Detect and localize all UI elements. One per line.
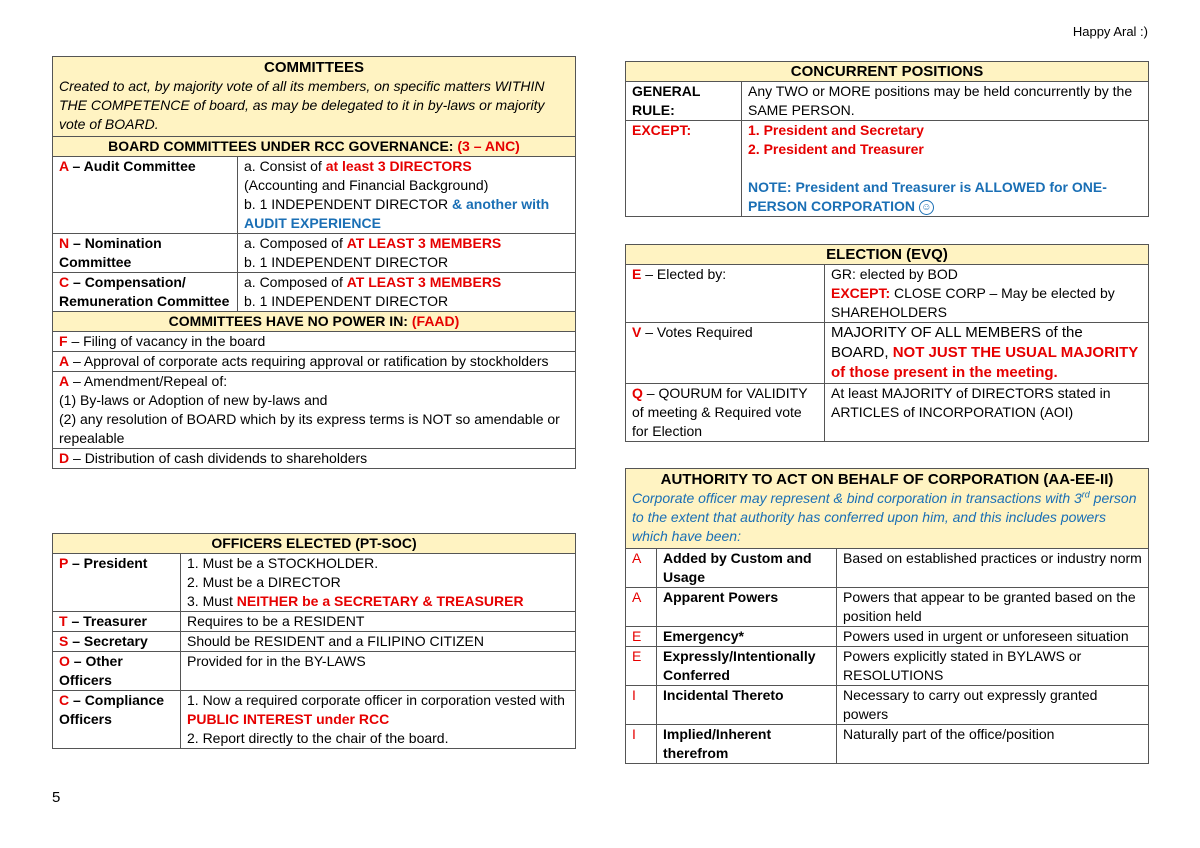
election-table [625,244,1149,442]
no-power-letter: F [59,333,68,349]
authority-row [626,647,1149,686]
election-header [626,245,1149,265]
officer-name: – President [68,555,148,571]
election-title: ELECTION (EVQ) [626,245,1149,265]
election-row-v [626,323,1149,384]
officer-letter: P [59,555,69,571]
election-text: MAJORITY OF ALL MEMBERS of the BOARD, [831,324,1083,361]
officer-req: 1. Now a required corporate officer in corporation vested with [187,692,565,708]
officer-name: – Compliance Officers [59,692,165,727]
officer-name: – Other Officers [59,653,123,688]
authority-letter: E [626,627,657,647]
officer-letter: T [59,613,68,629]
authority-row [626,588,1149,627]
no-power-title: COMMITTEES HAVE NO POWER IN: [168,313,412,329]
officer-req: Requires to be a RESIDENT [181,612,576,632]
authority-table [625,468,1149,764]
officer-row-treasurer [53,612,576,632]
no-power-row [53,332,576,352]
authority-header [626,469,1149,549]
election-label: – Votes Required [641,324,753,340]
authority-title: AUTHORITY TO ACT ON BEHALF OF CORPORATION (AA-EE-II) [660,471,1114,488]
board-committees-header [53,137,576,157]
committee-row-audit [53,157,576,234]
authority-desc: Necessary to carry out expressly granted powers [837,686,1149,725]
authority-desc: Powers used in urgent or unforeseen situation [837,627,1149,647]
no-power-subitem: (2) any resolution of BOARD which by its express terms is NOT so amendable or repealable [59,411,560,446]
officer-letter: C [59,692,70,708]
committee-name: – Audit Committee [68,158,196,174]
concurrent-title: CONCURRENT POSITIONS [626,62,1149,82]
election-except: EXCEPT: [831,285,891,301]
officer-req: 1. Must be a STOCKHOLDER. [187,555,379,571]
authority-name: Apparent Powers [657,588,837,627]
election-text: GR: elected by BOD [831,266,958,282]
committee-req: (Accounting and Financial Background) [244,177,489,193]
committee-req: a. Composed of [244,235,347,251]
committee-letter: C [59,274,70,290]
officer-name: – Secretary [68,633,148,649]
no-power-text: – Filing of vacancy in the board [67,333,266,349]
no-power-row [53,352,576,372]
officers-title: OFFICERS ELECTED (PT-SOC) [53,534,576,554]
concurrent-header [626,62,1149,82]
concurrent-note: NOTE: President and Treasurer is ALLOWED for ONE-PERSON CORPORATION [748,179,1107,214]
officer-row-secretary [53,632,576,652]
officer-req: 3. Must [187,593,237,609]
election-letter: V [632,324,642,340]
no-power-text: – Approval of corporate acts requiring approval or ratification by stockholders [69,353,549,369]
officer-req: 2. Report directly to the chair of the board. [187,730,449,746]
authority-row [626,627,1149,647]
committee-req: a. Consist of [244,158,326,174]
election-text: CLOSE CORP – May be elected by SHAREHOLDERS [831,285,1115,320]
committee-name: – Compensation/ Remuneration Committee [59,274,230,309]
election-row-e [626,265,1149,323]
authority-desc: Naturally part of the office/position [837,725,1149,764]
no-power-header [53,312,576,332]
committee-req-note: & another with AUDIT EXPERIENCE [244,196,550,231]
authority-name: Implied/Inherent therefrom [657,725,837,764]
committees-table [52,56,576,469]
smile-emoji-icon: ☺ [919,200,934,215]
officer-letter: O [59,653,70,669]
no-power-text: – Distribution of cash dividends to shareholders [69,450,368,466]
except-item: 1. President and Secretary [748,122,924,138]
no-power-tag: (FAAD) [411,313,460,329]
officers-header [53,534,576,554]
committee-name: – Nomination Committee [59,235,162,270]
authority-name: Incidental Thereto [657,686,837,725]
concurrent-general-row [626,82,1149,121]
committee-row-nomination [53,234,576,273]
committee-req-highlight: AT LEAST 3 MEMBERS [346,235,502,251]
committee-letter: A [59,158,69,174]
board-committees-title: BOARD COMMITTEES UNDER RCC GOVERNANCE: [108,138,458,154]
election-letter: Q [632,385,643,401]
election-label: – Elected by: [641,266,727,282]
committee-row-compensation [53,273,576,312]
no-power-letter: D [59,450,70,466]
authority-name: Emergency* [657,627,837,647]
officers-table [52,533,576,749]
no-power-letter: A [59,353,70,369]
officer-letter: S [59,633,69,649]
header-note: Happy Aral :) [1072,24,1148,39]
no-power-subitem: (1) By-laws or Adoption of new by-laws and [59,392,328,408]
election-letter: E [632,266,642,282]
authority-row [626,686,1149,725]
concurrent-except-row [626,121,1149,217]
authority-description: Corporate officer may represent & bind corporation in transactions with 3 [632,490,1082,506]
committees-title: COMMITTEES [264,59,364,76]
committees-header [53,57,576,137]
no-power-row [53,372,576,449]
officer-req: Should be RESIDENT and a FILIPINO CITIZEN [181,632,576,652]
authority-letter: A [626,588,657,627]
board-committees-tag: (3 – ANC) [457,138,520,154]
except-label: EXCEPT: [626,121,742,217]
officer-row-other [53,652,576,691]
authority-row [626,549,1149,588]
authority-letter: I [626,725,657,764]
general-rule-text: Any TWO or MORE positions may be held concurrently by the SAME PERSON. [742,82,1149,121]
authority-row [626,725,1149,764]
authority-letter: E [626,647,657,686]
officer-req-highlight: NEITHER be a SECRETARY & TREASURER [236,593,524,609]
no-power-row [53,449,576,469]
committee-req: b. 1 INDEPENDENT DIRECTOR [244,196,449,212]
authority-letter: A [626,549,657,588]
general-rule-label: GENERAL RULE: [626,82,742,121]
authority-desc: Powers that appear to be granted based on the position held [837,588,1149,627]
authority-name: Added by Custom and Usage [657,549,837,588]
officer-row-president [53,554,576,612]
authority-letter: I [626,686,657,725]
election-label: – QOURUM for VALIDITY of meeting & Required vote for Election [632,385,808,439]
election-text: At least MAJORITY of DIRECTORS stated in ARTICLES of INCORPORATION (AOI) [825,384,1149,442]
officer-req: 2. Must be a DIRECTOR [187,574,341,590]
committee-req-highlight: AT LEAST 3 MEMBERS [346,274,502,290]
no-power-letter: A [59,373,70,389]
officer-name: – Treasurer [67,613,147,629]
page-number: 5 [52,789,61,806]
committee-req: b. 1 INDEPENDENT DIRECTOR [244,254,449,270]
authority-desc: Based on established practices or industry norm [837,549,1149,588]
concurrent-positions-table [625,61,1149,217]
except-item: 2. President and Treasurer [748,141,924,157]
committee-letter: N [59,235,70,251]
authority-description: person to the extent that authority has conferred upon him, and this includes powers which have been: [632,490,1137,544]
no-power-text: – Amendment/Repeal of: [69,373,228,389]
officer-row-compliance [53,691,576,749]
election-highlight: NOT JUST THE USUAL MAJORITY of those present in the meeting. [831,344,1138,381]
election-row-q [626,384,1149,442]
officer-req-highlight: PUBLIC INTEREST under RCC [187,711,390,727]
committee-req-highlight: at least 3 DIRECTORS [325,158,472,174]
authority-description-sup: rd [1081,489,1090,500]
authority-name: Expressly/Intentionally Conferred [657,647,837,686]
committees-description: Created to act, by majority vote of all its members, on specific matters WITHIN THE COMPETENCE of board, as may be delegated to it in by-laws or majority vote of BOARD. [59,78,545,132]
committee-req: a. Composed of [244,274,347,290]
authority-desc: Powers explicitly stated in BYLAWS or RESOLUTIONS [837,647,1149,686]
officer-req: Provided for in the BY-LAWS [181,652,576,691]
committee-req: b. 1 INDEPENDENT DIRECTOR [244,293,449,309]
